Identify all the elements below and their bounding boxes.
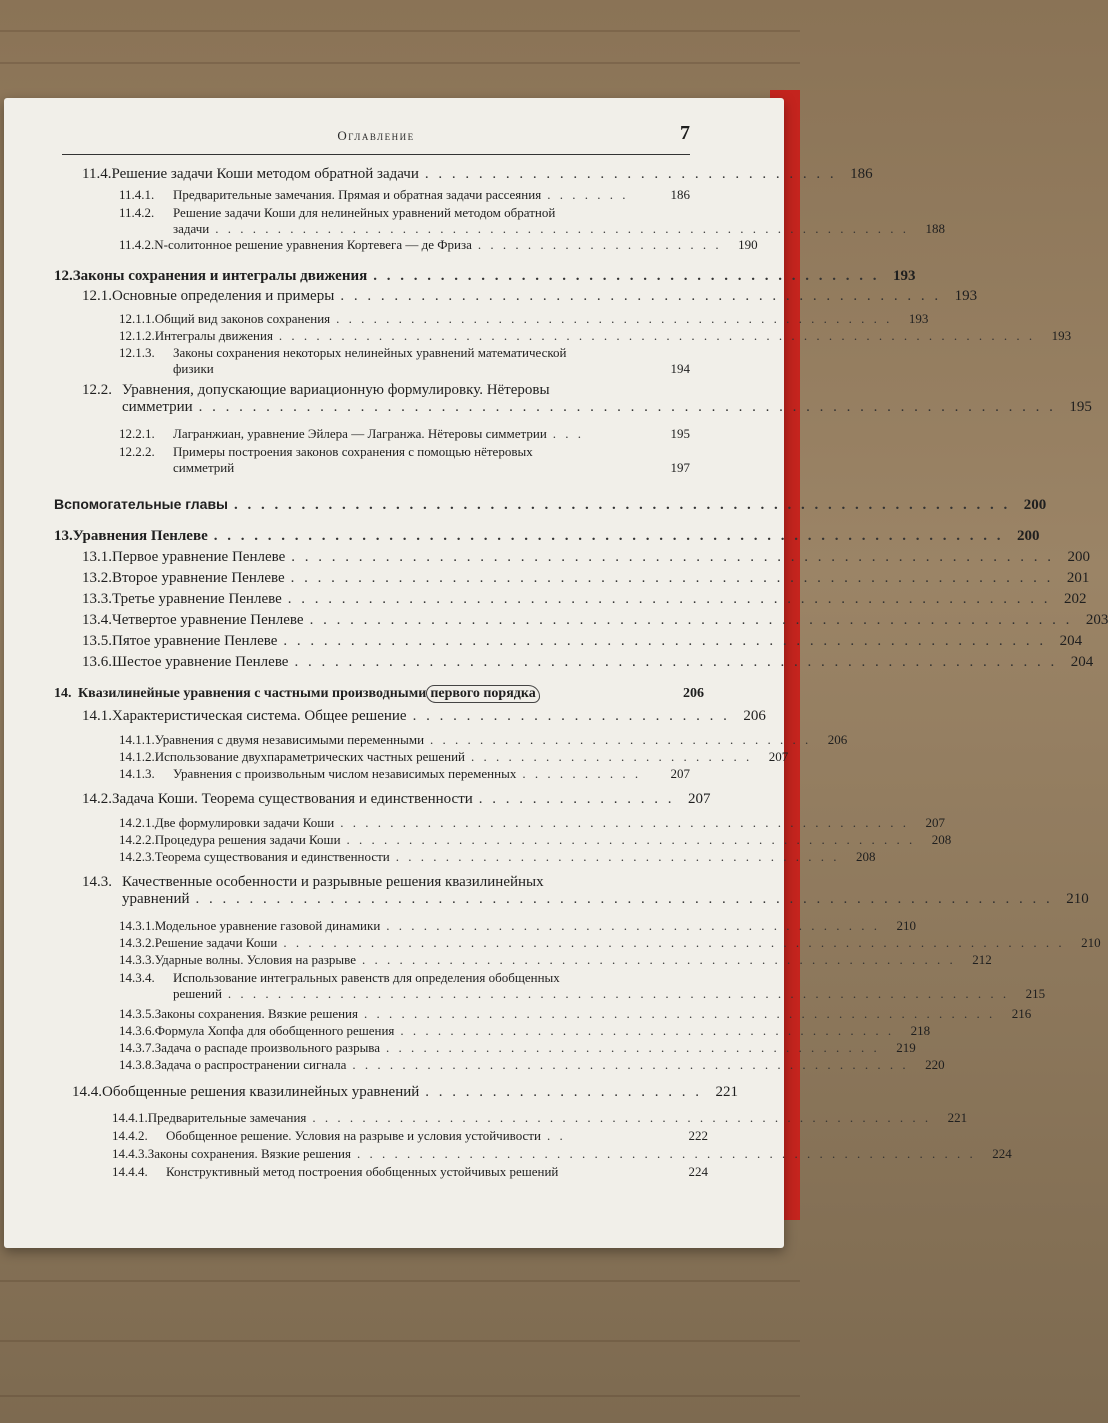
- toc-chapter: [54, 528, 1040, 545]
- entry-title: Решение задачи Коши: [154, 935, 278, 950]
- entry-number: 14.1.: [82, 708, 112, 724]
- leader-dots: . . . . . . . . . . . . . . . . . . . . . . . . . . . . . . . . . . . . . . . . . . . . . . . . . .: [357, 1146, 976, 1161]
- entry-page: 194: [670, 361, 690, 376]
- wood-grain: [0, 1280, 800, 1282]
- toc-entry: [119, 935, 1101, 951]
- toc-entry: [119, 345, 690, 377]
- entry-title: Законы сохранения. Вязкие решения: [147, 1146, 351, 1161]
- leader-dots: . . . . . . . . . . . . . . . . . . . . . . . . . . . . . . . . . . . . . . . . . . . . .: [352, 1057, 909, 1072]
- toc-entry: [119, 311, 929, 327]
- entry-number: 12.1.3.: [119, 345, 155, 360]
- leader-dots: . . . . . . .: [547, 187, 629, 202]
- entry-number: 11.4.: [82, 166, 112, 182]
- entry-page: 186: [670, 187, 690, 202]
- entry-title: Общий вид законов сохранения: [154, 311, 331, 326]
- entry-continuation: [119, 460, 690, 476]
- chapter-title: Квазилинейные уравнения с частными производными: [78, 686, 427, 701]
- entry-page: 200: [1067, 549, 1091, 565]
- toc-entry: [82, 612, 1108, 629]
- entry-page: 188: [925, 221, 946, 236]
- entry-page: 207: [768, 749, 789, 764]
- part-title: Вспомогательные главы: [54, 496, 229, 512]
- leader-dots: . . . . . . . . . . . . . . . . . . . . . . . . . . . . . . . . . . . . . . . . . . . . .: [336, 311, 893, 326]
- entry-title: Использование двухпараметрических частных решений: [154, 749, 465, 764]
- entry-title: Формула Хопфа для обобщенного решения: [154, 1023, 395, 1038]
- entry-number: 13.4.: [82, 612, 112, 628]
- entry-number: 12.1.1.: [119, 311, 155, 326]
- entry-number: 11.4.2.: [119, 205, 155, 220]
- entry-page: 207: [925, 815, 945, 830]
- entry-number: 13.3.: [82, 591, 112, 607]
- entry-number: 14.3.8.: [119, 1057, 155, 1072]
- entry-title: Четвертое уравнение Пенлеве: [112, 612, 304, 628]
- leader-dots: . . .: [552, 426, 585, 441]
- entry-page: 208: [931, 832, 952, 847]
- toc-entry: [82, 591, 1087, 608]
- toc-entry: [112, 1128, 708, 1144]
- entry-continuation: [119, 221, 946, 237]
- entry-title: Пятое уравнение Пенлеве: [112, 633, 278, 649]
- entry-page: 216: [1011, 1006, 1032, 1021]
- chapter-page: 200: [1016, 528, 1040, 544]
- toc-entry: [119, 732, 848, 748]
- entry-number: 13.6.: [82, 654, 112, 670]
- entry-number: 14.3.3.: [119, 952, 155, 967]
- entry-title: Обобщенные решения квазилинейных уравнений: [102, 1084, 420, 1100]
- entry-number: 14.2.3.: [119, 849, 155, 864]
- entry-number: 14.3.2.: [119, 935, 155, 950]
- entry-title: Теорема существования и единственности: [154, 849, 390, 864]
- entry-title: Первое уравнение Пенлеве: [112, 549, 286, 565]
- toc-entry: [119, 849, 876, 865]
- entry-number: 13.1.: [82, 549, 112, 565]
- entry-title: Уравнения с двумя независимыми переменными: [154, 732, 425, 747]
- entry-page: 210: [1066, 891, 1089, 907]
- toc-entry: [119, 1040, 916, 1056]
- entry-page: 224: [688, 1164, 708, 1179]
- entry-number: 12.2.: [82, 382, 112, 398]
- entry-title: Примеры построения законов сохранения с помощью нётеровых: [173, 444, 533, 459]
- entry-title: Третье уравнение Пенлеве: [112, 591, 282, 607]
- entry-number: 14.4.4.: [112, 1164, 148, 1179]
- entry-number: 14.3.4.: [119, 970, 155, 985]
- entry-title: Задача Коши. Теорема существования и единственности: [112, 791, 473, 807]
- toc-entry: [119, 1006, 1032, 1022]
- leader-dots: . . . . . . . . . . . . . . . . . . . . . . . . . . . . . . . . . . . . . . . .: [386, 918, 881, 933]
- entry-page: 190: [738, 237, 758, 252]
- entry-page: 204: [1070, 654, 1094, 670]
- leader-dots: . . . . . . . . . . . . . . . . . . . . . . . . . . . . . . . . . . . . . . . . . . . . . . . . . . . . . . . . . . . . . . . .: [195, 891, 1053, 907]
- toc-entry: [119, 918, 917, 934]
- entry-continuation: [119, 361, 690, 377]
- leader-dots: . . . . . . . . . . . . . . . . . . . . . . . . . . . . . . . . . . . . . . . . . . . . . .: [340, 815, 909, 830]
- leader-dots: . . . . . . . . . . . . . . . . . . . . . . . . . . . . . . . . . . . . . . . . . . . . . . . . . . . . . . . . . . . . .: [278, 328, 1036, 343]
- entry-page: 218: [910, 1023, 931, 1038]
- entry-page: 193: [954, 288, 978, 304]
- leader-dots: . . . . . . . . . . . . . . . . . . . . .: [425, 1084, 703, 1100]
- entry-page: 193: [1051, 328, 1072, 343]
- leader-dots: . . . . . . . . . .: [522, 766, 642, 781]
- chapter-page: 193: [892, 268, 916, 284]
- toc-entry: [82, 549, 1091, 566]
- toc-entry: [82, 166, 873, 183]
- leader-dots: . . . . . . . . . . . . . . . . . . . . . . . . . . . . . . . . . . . . . . . . . . . . . .: [346, 832, 916, 847]
- chapter-title: Законы сохранения и интегралы движения: [72, 268, 368, 284]
- entry-title: Лагранжиан, уравнение Эйлера — Лагранжа. Нётеровы симметрии: [173, 426, 547, 441]
- entry-page: 222: [688, 1128, 708, 1143]
- entry-page: 201: [1066, 570, 1090, 586]
- entry-title: Решение задачи Коши для нелинейных уравнений методом обратной: [173, 205, 556, 220]
- wood-grain: [0, 30, 800, 32]
- entry-number: 12.1.2.: [119, 328, 155, 343]
- entry-number: 14.4.1.: [112, 1110, 148, 1125]
- entry-title: Второе уравнение Пенлеве: [112, 570, 285, 586]
- entry-page: 186: [850, 166, 873, 182]
- entry-title: Основные определения и примеры: [112, 288, 335, 304]
- entry-page: 224: [992, 1146, 1012, 1161]
- leader-dots: . . . . . . . . . . . . . . . . . . . . . . . . . . . . . . . . . . . .: [395, 849, 840, 864]
- entry-title: Предварительные замечания: [147, 1110, 307, 1125]
- entry-page: 208: [856, 849, 876, 864]
- leader-dots: . . . . . . . . . . . . . . . . . . . . . . . . . . . . . . . . . . . . . . . . . . . . .: [340, 288, 942, 304]
- toc-entry: [82, 874, 1089, 908]
- chapter-page: 206: [683, 686, 704, 701]
- entry-page: 204: [1059, 633, 1083, 649]
- entry-number: 11.4.1.: [119, 187, 155, 202]
- entry-title: Законы сохранения. Вязкие решения: [154, 1006, 358, 1021]
- entry-page: 219: [896, 1040, 916, 1055]
- entry-title-cont: симметрий: [173, 460, 235, 475]
- toc-entry: [119, 1057, 945, 1073]
- toc-entry: [119, 970, 1046, 1002]
- entry-page: 193: [908, 311, 929, 326]
- entry-title: Ударные волны. Условия на разрыве: [154, 952, 356, 967]
- entry-page: 195: [670, 426, 690, 441]
- toc-entry: [119, 749, 789, 765]
- toc-entry: [119, 205, 946, 237]
- entry-page: 202: [1064, 591, 1087, 607]
- toc-entry: [119, 328, 1072, 344]
- entry-page: 212: [972, 952, 992, 967]
- leader-dots: . .: [546, 1128, 566, 1143]
- entry-number: 14.3.7.: [119, 1040, 155, 1055]
- entry-title: Решение задачи Коши методом обратной задачи: [111, 166, 419, 182]
- entry-number: 12.2.1.: [119, 426, 155, 441]
- entry-title-cont: симметрии: [122, 399, 193, 415]
- toc-chapter: [54, 685, 704, 703]
- leader-dots: . . . . . . . . . . . . . . . . . . . . . . . . . . . . . . . . . . . . . . . . . . . . . . . . . . . . . . . . . . .: [213, 528, 1004, 544]
- leader-dots: . . . . . . . . . . . . . . . . . . . . . . . .: [412, 708, 730, 724]
- entry-title: Модельное уравнение газовой динамики: [154, 918, 381, 933]
- entry-title: Интегралы движения: [154, 328, 273, 343]
- chapter-number: 12.: [54, 268, 73, 284]
- toc-entry: [82, 570, 1090, 587]
- entry-title: Обобщенное решение. Условия на разрыве и условия устойчивости: [166, 1128, 541, 1143]
- entry-page: 210: [1081, 935, 1101, 950]
- entry-number: 14.3.1.: [119, 918, 155, 933]
- toc-entry: [82, 633, 1083, 650]
- leader-dots: . . . . . . . . . . . . . . .: [478, 791, 675, 807]
- leader-dots: . . . . . . . . . . . . . . . . . . . . . . . . . . . . . . . . . . . . . . . .: [400, 1023, 895, 1038]
- toc-entry: [82, 654, 1094, 671]
- toc-part: [54, 496, 1047, 514]
- toc-entry: [119, 832, 952, 848]
- entry-number: 14.1.3.: [119, 766, 155, 781]
- entry-title: Качественные особенности и разрывные решения квазилинейных: [122, 874, 544, 890]
- entry-number: 14.3.5.: [119, 1006, 155, 1021]
- entry-title-cont: уравнений: [122, 891, 190, 907]
- entry-number: 14.2.1.: [119, 815, 155, 830]
- entry-page: 197: [670, 460, 690, 475]
- entry-number: 14.2.: [82, 791, 112, 807]
- entry-page: 215: [1025, 986, 1046, 1001]
- entry-title-cont: физики: [173, 361, 214, 376]
- entry-continuation: [82, 399, 1092, 416]
- entry-page: 203: [1085, 612, 1108, 628]
- entry-title: Уравнения, допускающие вариационную формулировку. Нётеровы: [122, 382, 550, 398]
- page-number: 7: [680, 122, 690, 144]
- toc-entry: [72, 1084, 739, 1101]
- entry-title: Задача о распространении сигнала: [154, 1057, 347, 1072]
- entry-number: 13.2.: [82, 570, 112, 586]
- toc-entry: [119, 426, 690, 442]
- chapter-number: 13.: [54, 528, 73, 544]
- entry-number: 11.4.2.: [119, 237, 155, 252]
- handwritten-circle-annotation: первого порядка: [426, 685, 539, 703]
- toc-entry: [82, 288, 978, 305]
- toc-entry: [112, 1146, 1012, 1162]
- entry-page: 206: [743, 708, 766, 724]
- entry-page: 221: [947, 1110, 968, 1125]
- leader-dots: . . . . . . . . . . . . . . . . . . . . . . . . . . . . . . . . . . . . . . . . . . . . . . . . . .: [312, 1110, 932, 1125]
- leader-dots: . . . . . . . . . . . . . . . . . . . . . . . . . . . . . . .: [430, 732, 812, 747]
- toc-entry: [119, 766, 690, 782]
- chapter-title: Уравнения Пенлеве: [72, 528, 208, 544]
- toc-entry: [112, 1164, 708, 1180]
- toc-entry: [119, 187, 690, 203]
- entry-title-cont: задачи: [173, 221, 210, 236]
- part-page: 200: [1023, 497, 1047, 513]
- entry-number: 13.5.: [82, 633, 112, 649]
- entry-title: N-солитонное решение уравнения Кортевега — де Фриза: [154, 237, 472, 252]
- entry-page: 221: [715, 1084, 739, 1100]
- entry-title: Шестое уравнение Пенлеве: [112, 654, 289, 670]
- leader-dots: . . . . . . . . . . . . . . . . . . . . . . . . . . . . . . . . . . . . . .: [373, 268, 880, 284]
- entry-page: 210: [896, 918, 917, 933]
- page-header: [62, 120, 690, 155]
- entry-number: 14.4.2.: [112, 1128, 148, 1143]
- toc-entry: [119, 444, 690, 476]
- entry-number: 12.2.2.: [119, 444, 155, 459]
- entry-title-cont: решений: [173, 986, 222, 1001]
- leader-dots: . . . . . . . . . . . . . . . . . . . . . . . . . . . . . . . . . . . . . . . . . . . . . . . . . . . . . . . . .: [309, 612, 1073, 628]
- entry-number: 14.4.: [72, 1084, 102, 1100]
- book-page: [4, 98, 1108, 1248]
- toc-entry: [82, 791, 711, 808]
- chapter-number: 14.: [54, 686, 72, 701]
- toc-entry: [119, 815, 945, 831]
- entry-title: Характеристическая система. Общее решение: [112, 708, 407, 724]
- entry-number: 14.1.1.: [119, 732, 155, 747]
- entry-continuation: [82, 891, 1089, 908]
- leader-dots: . . . . . . . . . . . . . . . . . . . . . . .: [471, 749, 753, 764]
- wood-grain: [0, 1340, 800, 1342]
- toc-entry: [112, 1110, 968, 1126]
- leader-dots: . . . . . . . . . . . . . . . . . . . . . . . . . . . . . . . . . . . . . . . . . . . . . . . . . . . . . . . . . .: [234, 497, 1011, 513]
- entry-page: 207: [688, 791, 711, 807]
- entry-title: Процедура решения задачи Коши: [154, 832, 341, 847]
- entry-number: 12.1.: [82, 288, 112, 304]
- leader-dots: . . . . . . . . . . . . . . . . . . . . . . . . . . . . . . . . . . . . . . . . . . . . . . . . . . . . . . . . .: [283, 633, 1047, 649]
- leader-dots: . . . . . . . . . . . . . . . . . . . . . . . . . . . . . . . . . . . . . . . . . . . . . . . . . . . . . . . . . . . . . . .: [283, 935, 1065, 950]
- leader-dots: . . . . . . . . . . . . . . . . . . . . . . . . . . . . . . . . . . . . . . . . . . . . . . . . . . .: [364, 1006, 996, 1021]
- leader-dots: . . . . . . . . . . . . . . . . . . . . . . . . . . . . . . . . . . . . . . . .: [386, 1040, 880, 1055]
- entry-title: Законы сохранения некоторых нелинейных уравнений математической: [173, 345, 567, 360]
- leader-dots: . . . . . . . . . . . . . . . . . . . . . . . . . . . . . . . . . . . . . . . . . . . . . . . . . . . . . . . . .: [291, 549, 1055, 565]
- entry-title: Конструктивный метод построения обобщенных устойчивых решений: [166, 1164, 559, 1179]
- wood-grain: [0, 62, 800, 64]
- toc-entry: [82, 708, 766, 725]
- entry-page: 220: [925, 1057, 945, 1072]
- leader-dots: . . . . . . . . . . . . . . . . . . . . . . . . . . . . . . . . . . . . . . . . . . . . . . . . . . . . . . . . .: [294, 654, 1058, 670]
- entry-page: 195: [1069, 399, 1092, 415]
- entry-number: 14.2.2.: [119, 832, 155, 847]
- toc-entry: [119, 1023, 931, 1039]
- entry-number: 14.3.: [82, 874, 112, 890]
- header-title: Оглавление: [337, 128, 415, 143]
- leader-dots: . . . . . . . . . . . . . . . . . . . . . . . . . . . . . . . . . . . . . . . . . . . . . . . . . . . . . . . . .: [290, 570, 1054, 586]
- wood-grain: [0, 1395, 800, 1397]
- toc-entry: [119, 237, 758, 253]
- entry-page: 206: [827, 732, 848, 747]
- entry-number: 14.1.2.: [119, 749, 155, 764]
- toc-chapter: [54, 268, 916, 285]
- leader-dots: . . . . . . . . . . . . . . . . . . . . . . . . . . . . . . . . . . . . . . . . . . . . . . . . . . . . . . . .: [215, 221, 910, 236]
- entry-page: 207: [670, 766, 690, 781]
- leader-dots: . . . . . . . . . . . . . . . . . . . . . . . . . . . . . . . . . . . . . . . . . . . . . . . . . . . . . . . . . . . . . . .: [227, 986, 1010, 1001]
- toc-entry: [82, 382, 1092, 416]
- leader-dots: . . . . . . . . . . . . . . . . . . . . . . . . . . . . . . . . . . . . . . . . . . . . . . . . . . . . . . . . .: [287, 591, 1051, 607]
- toc-entry: [119, 952, 992, 968]
- entry-title: Использование интегральных равенств для определения обобщенных: [173, 970, 560, 985]
- entry-continuation: [119, 986, 1046, 1002]
- entry-title: Две формулировки задачи Коши: [154, 815, 335, 830]
- leader-dots: . . . . . . . . . . . . . . . . . . . . . . . . . . . . . . .: [424, 166, 837, 182]
- entry-title: Предварительные замечания. Прямая и обратная задачи рассеяния: [173, 187, 542, 202]
- entry-title: Уравнения с произвольным числом независимых переменных: [173, 766, 517, 781]
- leader-dots: . . . . . . . . . . . . . . . . . . . . . . . . . . . . . . . . . . . . . . . . . . . . . . . .: [361, 952, 956, 967]
- entry-number: 14.4.3.: [112, 1146, 148, 1161]
- leader-dots: . . . . . . . . . . . . . . . . . . . .: [477, 237, 722, 252]
- entry-number: 14.3.6.: [119, 1023, 155, 1038]
- leader-dots: . . . . . . . . . . . . . . . . . . . . . . . . . . . . . . . . . . . . . . . . . . . . . . . . . . . . . . . . . . . . . . . .: [198, 399, 1056, 415]
- entry-title: Задача о распаде произвольного разрыва: [154, 1040, 381, 1055]
